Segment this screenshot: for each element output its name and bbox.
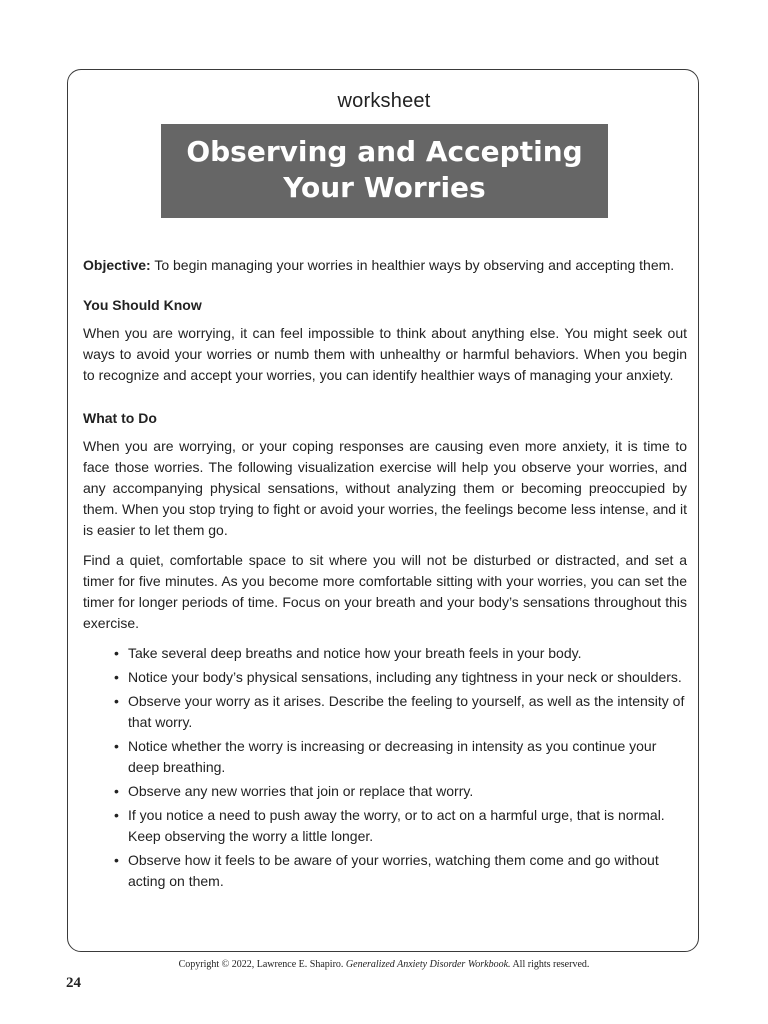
list-item	[114, 691, 687, 733]
worksheet-title	[161, 124, 608, 218]
list-item-text: Observe how it feels to be aware of your worries, watching them come and go without acting on them.	[128, 852, 659, 889]
what-to-do-heading: What to Do	[83, 410, 157, 426]
copyright-suffix: All rights reserved.	[510, 959, 590, 970]
worksheet-content	[83, 255, 687, 895]
bullet-icon: •	[114, 693, 119, 709]
bullet-icon: •	[114, 783, 119, 799]
list-item	[114, 781, 687, 802]
title-line-1: Observing and Accepting	[186, 135, 583, 168]
bullet-icon: •	[114, 807, 119, 823]
bullet-icon: •	[114, 645, 119, 661]
objective-text: To begin managing your worries in healthier ways by observing and accepting them.	[150, 257, 675, 273]
you-should-know-paragraph: When you are worrying, it can feel impossible to think about anything else. You might seek out ways to avoid your worries or numb them with unhealthy or harmful behaviors. When you begin to recognize and accept your worries, you can identify healthier ways of managing your anxiety.	[83, 325, 687, 383]
list-item-text: If you notice a need to push away the worry, or to act on a harmful urge, that is normal. Keep observing the worry a little longer.	[128, 807, 665, 844]
list-item-text: Observe your worry as it arises. Describe the feeling to yourself, as well as the intensity of that worry.	[128, 693, 685, 730]
bullet-icon: •	[114, 852, 119, 868]
copyright-notice	[0, 959, 768, 970]
book-title: Generalized Anxiety Disorder Workbook.	[345, 959, 511, 970]
bullet-icon: •	[114, 738, 119, 754]
list-item-text: Observe any new worries that join or replace that worry.	[128, 783, 474, 799]
list-item-text: Take several deep breaths and notice how your breath feels in your body.	[128, 645, 582, 661]
list-item	[114, 736, 687, 778]
list-item	[114, 643, 687, 664]
exercise-steps-list	[83, 643, 687, 892]
worksheet-label: worksheet	[337, 90, 431, 112]
list-item-text: Notice whether the worry is increasing or decreasing in intensity as you continue your deep breathing.	[128, 738, 657, 775]
list-item-text: Notice your body’s physical sensations, including any tightness in your neck or shoulders.	[128, 669, 682, 685]
list-item	[114, 805, 687, 847]
objective	[83, 255, 687, 276]
you-should-know-heading: You Should Know	[83, 297, 202, 313]
objective-label: Objective:	[83, 257, 151, 273]
list-item	[114, 667, 687, 688]
what-to-do-paragraph-1: When you are worrying, or your coping responses are causing even more anxiety, it is time to face those worries. The following visualization exercise will help you observe your worries, and any accompanying physical sensations, without analyzing them or becoming preoccupied by them. When you stop trying to fight or avoid your worries, the feelings become less intense, and it is easier to let them go.	[83, 438, 687, 538]
copyright-prefix: Copyright © 2022, Lawrence E. Shapiro.	[178, 959, 346, 970]
title-line-2: Your Worries	[283, 171, 486, 204]
page-number: 24	[66, 975, 81, 991]
bullet-icon: •	[114, 669, 119, 685]
list-item	[114, 850, 687, 892]
what-to-do-paragraph-2: Find a quiet, comfortable space to sit where you will not be disturbed or distracted, and set a timer for five minutes. As you become more comfortable sitting with your worries, you can set the timer for longer periods of time. Focus on your breath and your body’s sensations throughout this exercise.	[83, 552, 687, 631]
